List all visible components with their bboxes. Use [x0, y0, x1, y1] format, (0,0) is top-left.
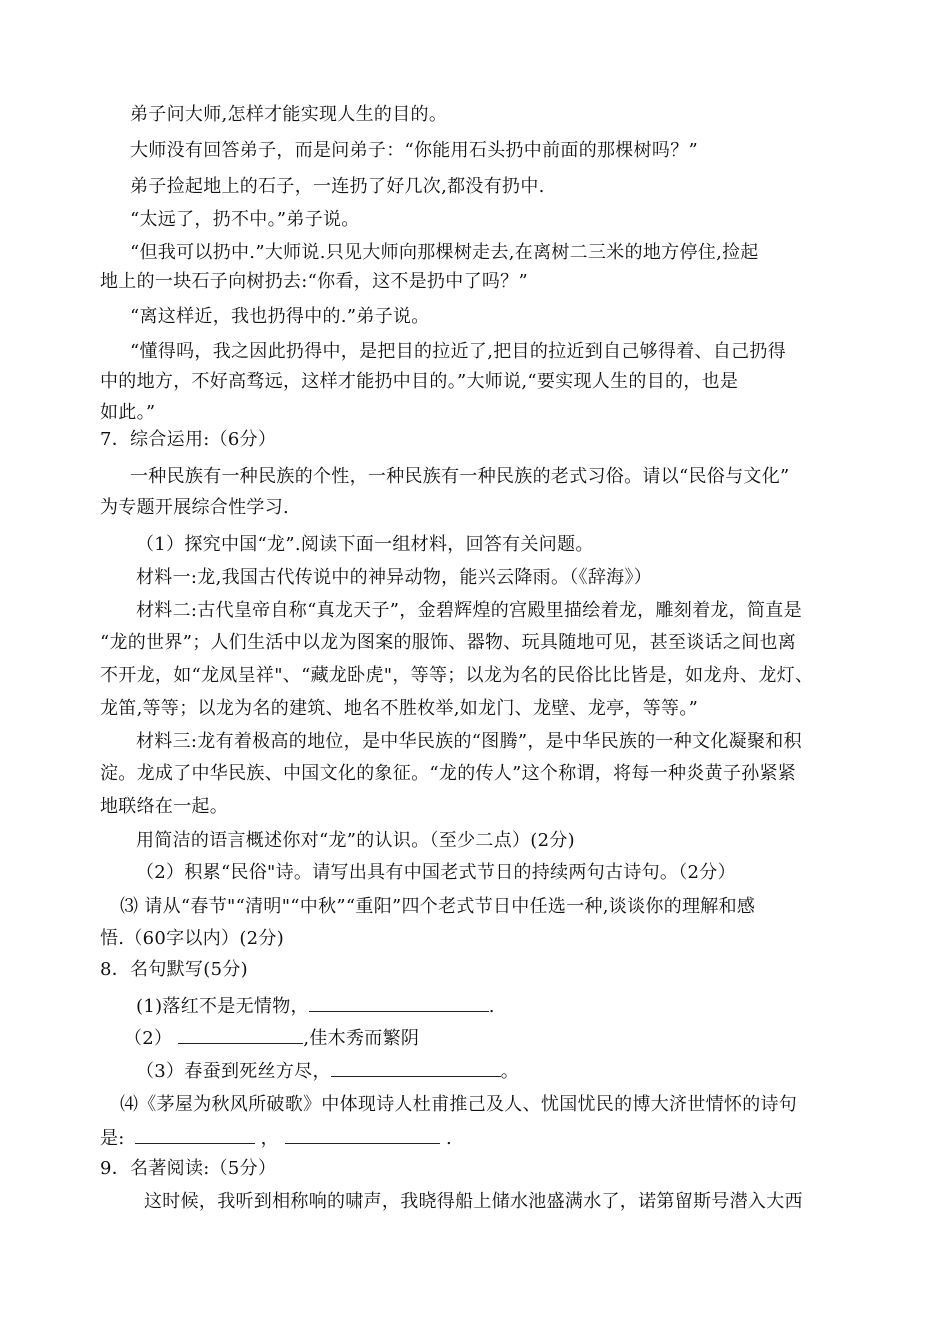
story-paragraph-7-line-1: “懂得吗，我之因此扔得中，是把目的拉近了,把目的拉近到自己够得着、自己扔得	[130, 341, 787, 362]
q8-item-3	[136, 1058, 519, 1084]
q9-passage-line-1: 这时候，我听到相称响的啸声，我晓得船上储水池盛满水了，诺第留斯号潜入大西	[144, 1191, 803, 1212]
story-paragraph-4: “太远了，扔不中。”弟子说。	[130, 209, 360, 230]
q8-item-2-answer-blank[interactable]	[178, 1025, 303, 1044]
story-paragraph-6: “离这样近，我也扔得中的.”弟子说。	[130, 306, 430, 327]
q8-item-2-number: （2）	[124, 1028, 173, 1049]
q8-item-4-answer-blank-2[interactable]	[285, 1125, 440, 1144]
q8-item-4-lead: 是:	[100, 1128, 125, 1149]
story-paragraph-2: 大师没有回答弟子，而是问弟子：“你能用石头扔中前面的那棵树吗？”	[130, 140, 699, 161]
q7-material-3-line-2: 淀。龙成了中华民族、中国文化的象征。“龙的传人”这个称谓，将每一种炎黄子孙紧紧	[100, 763, 797, 784]
q8-item-4-line-2	[100, 1125, 452, 1151]
q7-material-2-line-1: 材料二:古代皇帝自称“真龙天子”，金碧辉煌的宫殿里描绘着龙，雕刻着龙，简直是	[136, 600, 802, 621]
q8-item-3-answer-blank[interactable]	[331, 1058, 501, 1077]
q8-item-2-prompt: ,佳木秀而繁阴	[303, 1028, 420, 1049]
q7-ask-1: 用简洁的语言概述你对“龙”的认识。（至少二点）(2分)	[136, 830, 575, 851]
q8-heading: 8．名句默写(5分)	[100, 959, 248, 980]
q7-sub-question-1: （1）探究中国“龙”.阅读下面一组材料，回答有关问题。	[136, 534, 594, 555]
q7-sub-question-3-line-1: ⑶ 请从“春节"“清明"“中秋”“重阳”四个老式节日中任选一种,谈谈你的理解和感	[120, 896, 756, 917]
q9-heading: 9．名著阅读:（5分）	[100, 1158, 277, 1179]
story-paragraph-5-line-1: “但我可以扔中.”大师说.只见大师向那棵树走去,在离树二三米的地方停住,捡起	[130, 242, 759, 263]
q7-material-2-line-4: 龙笛,等等；以龙为名的建筑、地名不胜枚举,如龙门、龙壁、龙亭，等等。”	[100, 698, 699, 719]
story-paragraph-7-line-3: 如此。”	[100, 402, 156, 423]
q8-item-1-answer-blank[interactable]	[309, 993, 489, 1012]
q7-sub-question-3-line-2: 悟.（60字以内）(2分)	[100, 928, 285, 949]
story-paragraph-3: 弟子捡起地上的石子，一连扔了好几次,都没有扔中.	[130, 176, 545, 197]
q8-item-4-answer-blank-1[interactable]	[135, 1125, 255, 1144]
q8-item-1	[136, 993, 495, 1019]
story-paragraph-1: 弟子问大师,怎样才能实现人生的目的。	[130, 104, 448, 125]
q8-item-1-prompt: (1)落红不是无情物，	[136, 996, 309, 1017]
story-paragraph-7-line-2: 中的地方，不好高骛远，这样才能扔中目的。”大师说,“要实现人生的目的，也是	[100, 371, 739, 392]
story-paragraph-5-line-2: 地上的一块石子向树扔去:“你看，这不是扔中了吗？”	[100, 271, 528, 292]
q7-material-2-line-3: 不开龙，如“龙凤呈祥"、“藏龙卧虎"，等等；以龙为名的民俗比比皆是，如龙舟、龙灯、	[100, 665, 814, 686]
q7-intro-line-2: 为专题开展综合性学习.	[100, 497, 290, 518]
q7-material-3-line-3: 地联络在一起。	[100, 796, 229, 817]
q8-item-3-prompt: （3）春蚕到死丝方尽，	[136, 1061, 331, 1082]
q8-item-4-comma: ，	[260, 1128, 279, 1149]
q7-material-1: 材料一:龙,我国古代传说中的神异动物，能兴云降雨。（《辞海》）	[136, 567, 653, 588]
q7-material-3-line-1: 材料三:龙有着极高的地位，是中华民族的“图腾”，是中华民族的一种文化凝聚和积	[136, 731, 802, 752]
q8-item-1-end: .	[488, 996, 495, 1017]
q7-material-2-line-2: “龙的世界”；人们生活中以龙为图案的服饰、器物、玩具随地可见，甚至谈话之间也离	[100, 632, 797, 653]
q8-item-4-line-1: ⑷《茅屋为秋风所破歌》中体现诗人杜甫推己及人、忧国忧民的博大济世情怀的诗句	[120, 1094, 798, 1115]
q7-heading: 7．综合运用:（6分）	[100, 429, 277, 450]
q7-sub-question-2: （2）积累“民俗"诗。请写出具有中国老式节日的持续两句古诗句。（2分）	[136, 862, 736, 883]
q8-item-2	[124, 1025, 419, 1051]
q8-item-3-end: 。	[500, 1061, 520, 1082]
q8-item-4-end: .	[445, 1128, 453, 1149]
q7-intro-line-1: 一种民族有一种民族的个性，一种民族有一种民族的老式习俗。请以“民俗与文化”	[130, 466, 790, 487]
